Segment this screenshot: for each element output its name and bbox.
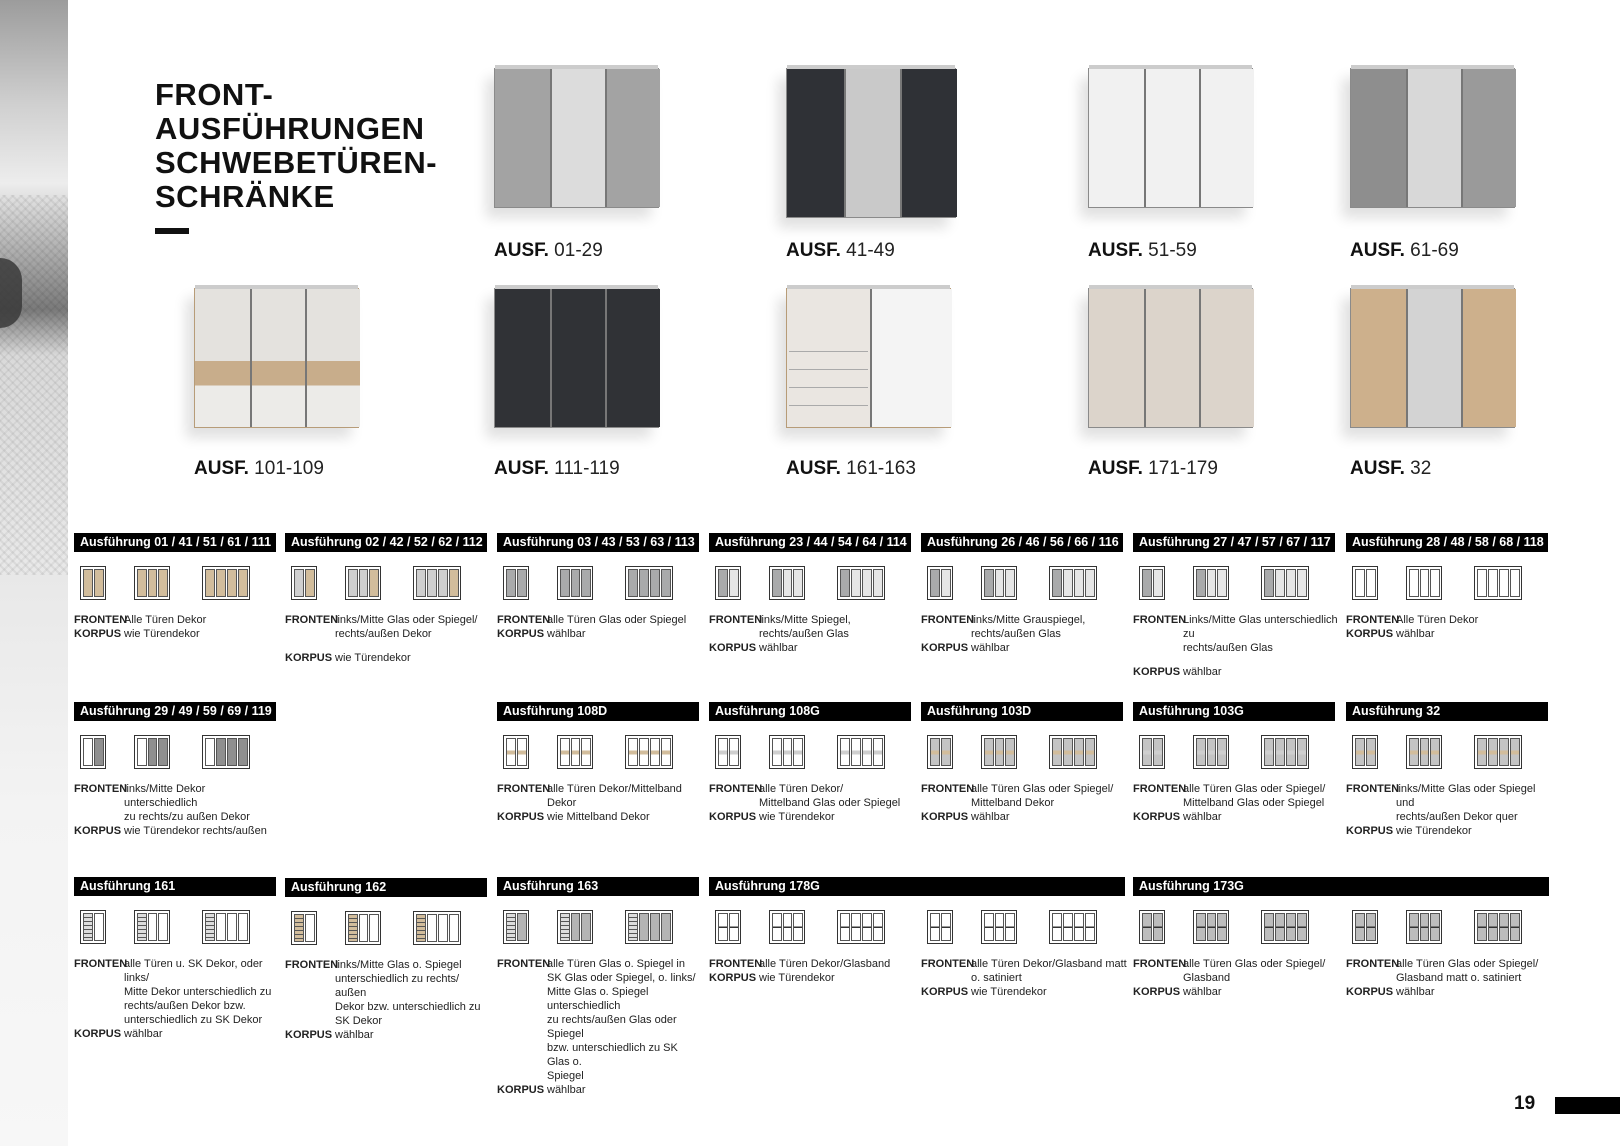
fronten-value: links/Mitte Grauspiegel, rechts/außen Glas (971, 614, 1086, 640)
fronten-label: FRONTEN (285, 959, 339, 971)
wardrobe-icon (1261, 910, 1309, 944)
fronten-value: alle Türen u. SK Dekor, oder links/ Mitte Dekor unterschiedlich zu rechts/außen Dekor bzw. unterschiedlich zu SK Dekor (124, 958, 272, 1026)
korpus-value: wie Türendekor (1396, 825, 1472, 837)
wardrobe-icon (1049, 735, 1097, 769)
variant-block (497, 877, 703, 1096)
wardrobe-icon (1261, 566, 1309, 600)
wardrobe-icon (769, 735, 805, 769)
variant-title: Ausführung 163 (497, 877, 699, 896)
page-heading (155, 78, 437, 214)
variant-title: Ausführung 162 (285, 878, 487, 897)
wardrobe-icon (625, 566, 673, 600)
wardrobe-icons (921, 735, 1121, 775)
fronten-label: FRONTEN (921, 614, 975, 626)
wardrobe-icon (503, 566, 529, 600)
wardrobe-icon (557, 910, 593, 944)
variant-block (921, 877, 1127, 1047)
korpus-label: KORPUS (285, 1029, 333, 1041)
label-range: 111-119 (548, 458, 620, 479)
korpus-value: wie Türendekor (759, 811, 835, 823)
heading-line: AUSFÜHRUNGEN (155, 111, 425, 146)
variant-description (1346, 782, 1552, 838)
product-label (786, 240, 895, 262)
korpus-value: wählbar (124, 1028, 163, 1040)
wardrobe-icon (1406, 566, 1442, 600)
label-range: 161-163 (840, 458, 916, 479)
wardrobe-icon (1193, 566, 1229, 600)
wardrobe-icons (709, 735, 909, 775)
wardrobe-icon (413, 566, 461, 600)
fronten-value: Links/Mitte Glas unterschiedlich zu rechts/außen Glas (1183, 614, 1338, 654)
variant-block (1346, 533, 1552, 703)
label-prefix: AUSF. (1350, 458, 1405, 479)
variant-block (74, 533, 280, 703)
wardrobe-icon (927, 910, 953, 944)
variant-block (921, 702, 1127, 872)
wardrobe-icon (134, 566, 170, 600)
wardrobe-icons (1133, 910, 1333, 950)
fronten-label: FRONTEN (921, 958, 975, 970)
variant-title: Ausführung 178G (709, 877, 1125, 896)
variant-title: Ausführung 103G (1133, 702, 1335, 721)
fronten-label: FRONTEN (921, 783, 975, 795)
wardrobe-icons (921, 910, 1121, 950)
wardrobe-icon (345, 566, 381, 600)
wardrobe-icon (1474, 910, 1522, 944)
wardrobe-photo (786, 288, 951, 428)
korpus-value: wählbar (1183, 666, 1222, 678)
wardrobe-icons (74, 735, 274, 775)
variant-title: Ausführung 26 / 46 / 56 / 66 / 116 (921, 533, 1123, 552)
wardrobe-icon (769, 566, 805, 600)
product-label (194, 458, 324, 480)
wardrobe-icon (981, 735, 1017, 769)
heading-line: SCHWEBETÜREN- (155, 145, 438, 180)
heading-underline (155, 228, 189, 234)
variant-description (921, 782, 1127, 824)
korpus-value: wie Türendekor (971, 986, 1047, 998)
variant-block (285, 533, 491, 703)
variant-description (285, 958, 491, 1042)
korpus-value: wie Mittelband Dekor (547, 811, 650, 823)
variant-block (1346, 702, 1552, 872)
wardrobe-icon (1049, 566, 1097, 600)
korpus-value: wählbar (759, 642, 798, 654)
page-number-bar (1555, 1097, 1620, 1114)
label-prefix: AUSF. (494, 240, 549, 261)
fronten-value: alle Türen Glas oder Spiegel/ Mittelband Glas oder Spiegel (1183, 783, 1326, 809)
variant-block (709, 877, 915, 1047)
variant-block (1133, 877, 1339, 1047)
korpus-value: wählbar (971, 642, 1010, 654)
variant-description (1133, 957, 1339, 999)
label-range: 32 (1404, 458, 1432, 479)
label-range: 101-109 (248, 458, 324, 479)
wardrobe-icon (202, 735, 250, 769)
label-prefix: AUSF. (194, 458, 249, 479)
wardrobe-icon (1406, 910, 1442, 944)
variant-description (1133, 782, 1339, 824)
fronten-label: FRONTEN (1346, 958, 1400, 970)
label-prefix: AUSF. (494, 458, 549, 479)
variant-description (1346, 957, 1552, 999)
wardrobe-icon (1474, 735, 1522, 769)
korpus-label: KORPUS (921, 986, 969, 998)
wardrobe-icon (134, 735, 170, 769)
wardrobe-icon (1139, 566, 1165, 600)
variant-description (497, 613, 703, 641)
fronten-value: links/Mitte Glas oder Spiegel/ rechts/außen Dekor (335, 614, 478, 640)
korpus-label: KORPUS (1346, 628, 1394, 640)
fronten-label: FRONTEN (1133, 614, 1187, 626)
wardrobe-icons (497, 910, 697, 950)
korpus-value: wählbar (1183, 986, 1222, 998)
korpus-label: KORPUS (1133, 811, 1181, 823)
wardrobe-icon (1352, 566, 1378, 600)
korpus-label: KORPUS (74, 1028, 122, 1040)
variant-title: Ausführung 108D (497, 702, 699, 721)
variant-description (74, 782, 280, 838)
variant-block (1133, 702, 1339, 872)
heading-line: SCHRÄNKE (155, 179, 335, 214)
wardrobe-icon (1406, 735, 1442, 769)
wardrobe-icon (715, 566, 741, 600)
korpus-value: wählbar (971, 811, 1010, 823)
product-label (1088, 240, 1197, 262)
wardrobe-icon (769, 910, 805, 944)
wardrobe-icon (291, 566, 317, 600)
product-label (786, 458, 916, 480)
fronten-label: FRONTEN (497, 958, 551, 970)
wardrobe-photo (194, 288, 359, 428)
wardrobe-icon (291, 911, 317, 945)
wardrobe-icon (625, 735, 673, 769)
wardrobe-icons (74, 566, 274, 606)
korpus-value: wie Türendekor (124, 628, 200, 640)
fronten-label: FRONTEN (74, 614, 128, 626)
bedroom-photo-strip (0, 0, 68, 1146)
fronten-value: alle Türen Glas oder Spiegel (547, 614, 687, 626)
variant-block (1346, 877, 1552, 1047)
wardrobe-icon (715, 910, 741, 944)
variant-block (921, 533, 1127, 703)
variant-block (709, 702, 915, 872)
wardrobe-icon (981, 910, 1017, 944)
fronten-value: alle Türen Dekor/Mittelband Dekor (547, 783, 682, 809)
korpus-label: KORPUS (709, 642, 757, 654)
variant-description (709, 613, 915, 655)
wardrobe-photo (1088, 288, 1253, 428)
korpus-label: KORPUS (1346, 986, 1394, 998)
variant-block (285, 878, 491, 1048)
korpus-value: wählbar (547, 1084, 586, 1096)
variant-block (74, 877, 280, 1047)
wardrobe-icon (1049, 910, 1097, 944)
wardrobe-icon (1193, 910, 1229, 944)
wardrobe-photo (494, 288, 659, 428)
wardrobe-icons (1133, 735, 1333, 775)
label-range: 171-179 (1142, 458, 1218, 479)
variant-title: Ausführung 173G (1133, 877, 1549, 896)
variant-title: Ausführung 32 (1346, 702, 1548, 721)
wardrobe-icon (625, 910, 673, 944)
label-prefix: AUSF. (786, 240, 841, 261)
fronten-label: FRONTEN (74, 958, 128, 970)
wardrobe-icons (285, 566, 485, 606)
wardrobe-icon (413, 911, 461, 945)
label-range: 51-59 (1142, 240, 1197, 261)
korpus-label: KORPUS (497, 811, 545, 823)
fronten-value: alle Türen Glas o. Spiegel in SK Glas oder Spiegel, o. links/ Mitte Glas o. Spiegel unterschiedlich zu rechts/außen Glas oder Spiegel bzw. unterschiedlich zu SK Glas o. Spiegel (547, 958, 696, 1082)
korpus-label: KORPUS (1346, 825, 1394, 837)
korpus-label: KORPUS (709, 972, 757, 984)
korpus-label: KORPUS (709, 811, 757, 823)
korpus-value: wählbar (335, 1029, 374, 1041)
korpus-label: KORPUS (497, 628, 545, 640)
korpus-label: KORPUS (921, 642, 969, 654)
wardrobe-photo (1350, 288, 1515, 428)
wardrobe-icon (837, 910, 885, 944)
label-range: 01-29 (548, 240, 603, 261)
wardrobe-icon (557, 566, 593, 600)
label-prefix: AUSF. (1088, 458, 1143, 479)
variant-block (74, 702, 280, 872)
variant-description (921, 613, 1127, 655)
wardrobe-icons (1346, 735, 1546, 775)
fronten-label: FRONTEN (497, 614, 551, 626)
variant-title: Ausführung 02 / 42 / 52 / 62 / 112 (285, 533, 487, 552)
variant-title: Ausführung 03 / 43 / 53 / 63 / 113 (497, 533, 699, 552)
fronten-label: FRONTEN (1346, 614, 1400, 626)
variant-description (74, 957, 280, 1041)
korpus-label: KORPUS (1133, 986, 1181, 998)
wardrobe-icon (134, 910, 170, 944)
fronten-value: alle Türen Dekor/Glasband matt o. satiniert (971, 958, 1127, 984)
fronten-label: FRONTEN (1133, 783, 1187, 795)
wardrobe-icon (202, 910, 250, 944)
korpus-value: wählbar (547, 628, 586, 640)
fronten-value: alle Türen Glas oder Spiegel/ Mittelband Dekor (971, 783, 1114, 809)
wardrobe-icons (1346, 566, 1546, 606)
fronten-label: FRONTEN (74, 783, 128, 795)
label-range: 61-69 (1404, 240, 1459, 261)
wardrobe-icons (497, 735, 697, 775)
variant-description (1133, 613, 1339, 679)
variant-block (497, 533, 703, 703)
variant-description (709, 782, 915, 824)
wardrobe-icon (1352, 910, 1378, 944)
fronten-label: FRONTEN (1346, 783, 1400, 795)
variant-block (497, 702, 703, 872)
variant-block (709, 533, 915, 703)
heading-line: FRONT- (155, 77, 274, 112)
wardrobe-icon (1139, 910, 1165, 944)
wardrobe-icon (981, 566, 1017, 600)
wardrobe-photo (1088, 68, 1253, 208)
wardrobe-photo (786, 68, 956, 218)
korpus-label: KORPUS (74, 628, 122, 640)
wardrobe-icon (715, 735, 741, 769)
wardrobe-icon (202, 566, 250, 600)
fronten-label: FRONTEN (1133, 958, 1187, 970)
variant-title: Ausführung 27 / 47 / 57 / 67 / 117 (1133, 533, 1335, 552)
wardrobe-icons (1133, 566, 1333, 606)
variant-description (74, 613, 280, 641)
fronten-label: FRONTEN (709, 958, 763, 970)
wardrobe-icon (1139, 735, 1165, 769)
wardrobe-icon (837, 566, 885, 600)
product-label (1350, 458, 1431, 480)
label-prefix: AUSF. (1350, 240, 1405, 261)
variant-title: Ausführung 01 / 41 / 51 / 61 / 111 (74, 533, 276, 552)
wardrobe-icon (1474, 566, 1522, 600)
fronten-label: FRONTEN (285, 614, 339, 626)
fronten-value: links/Mitte Glas oder Spiegel und rechts/außen Dekor quer (1396, 783, 1536, 823)
wardrobe-icons (1346, 910, 1546, 950)
variant-title: Ausführung 161 (74, 877, 276, 896)
fronten-value: alle Türen Dekor/Glasband (759, 958, 891, 970)
wardrobe-icon (927, 566, 953, 600)
fronten-value: alle Türen Dekor/ Mittelband Glas oder Spiegel (759, 783, 901, 809)
wardrobe-icon (80, 735, 106, 769)
wardrobe-photo (1350, 68, 1515, 208)
variant-block (1133, 533, 1339, 703)
wardrobe-icons (497, 566, 697, 606)
korpus-value: wählbar (1396, 628, 1435, 640)
wardrobe-photo (494, 68, 659, 208)
wardrobe-icon (927, 735, 953, 769)
variant-title: Ausführung 28 / 48 / 58 / 68 / 118 (1346, 533, 1548, 552)
variant-description (709, 957, 915, 985)
fronten-value: Alle Türen Dekor (1396, 614, 1479, 626)
variant-title: Ausführung 23 / 44 / 54 / 64 / 114 (709, 533, 911, 552)
product-label (1088, 458, 1218, 480)
label-prefix: AUSF. (786, 458, 841, 479)
wardrobe-icon (345, 911, 381, 945)
label-range: 41-49 (840, 240, 895, 261)
page-number: 19 (1514, 1093, 1536, 1114)
korpus-label: KORPUS (74, 825, 122, 837)
product-label (1350, 240, 1459, 262)
fronten-label: FRONTEN (497, 783, 551, 795)
wardrobe-icons (74, 910, 274, 950)
korpus-value: wie Türendekor (335, 652, 411, 664)
wardrobe-icons (709, 910, 909, 950)
wardrobe-icons (921, 566, 1121, 606)
fronten-value: alle Türen Glas oder Spiegel/ Glasband (1183, 958, 1326, 984)
wardrobe-icon (1261, 735, 1309, 769)
variant-title: Ausführung 108G (709, 702, 911, 721)
wardrobe-icon (503, 735, 529, 769)
korpus-label: KORPUS (497, 1084, 545, 1096)
wardrobe-icons (709, 566, 909, 606)
fronten-value: links/Mitte Dekor unterschiedlich zu rechts/zu außen Dekor (124, 783, 250, 823)
wardrobe-icon (80, 910, 106, 944)
korpus-value: wie Türendekor (759, 972, 835, 984)
wardrobe-icon (503, 910, 529, 944)
korpus-label: KORPUS (285, 652, 333, 664)
label-prefix: AUSF. (1088, 240, 1143, 261)
wardrobe-icon (1352, 735, 1378, 769)
product-label (494, 458, 620, 480)
variant-description (1346, 613, 1552, 641)
fronten-value: alle Türen Glas oder Spiegel/ Glasband matt o. satiniert (1396, 958, 1539, 984)
product-label (494, 240, 603, 262)
korpus-value: wählbar (1183, 811, 1222, 823)
variant-title: Ausführung 103D (921, 702, 1123, 721)
wardrobe-icon (837, 735, 885, 769)
wardrobe-icon (1193, 735, 1229, 769)
korpus-value: wählbar (1396, 986, 1435, 998)
korpus-label: KORPUS (921, 811, 969, 823)
wardrobe-icon (80, 566, 106, 600)
variant-description (497, 957, 703, 1097)
wardrobe-icon (557, 735, 593, 769)
fronten-value: links/Mitte Glas o. Spiegel unterschiedlich zu rechts/ außen Dekor bzw. unterschiedlich zu SK Dekor (335, 959, 481, 1027)
variant-description (921, 957, 1127, 999)
fronten-value: links/Mitte Spiegel, rechts/außen Glas (759, 614, 851, 640)
variant-title: Ausführung 29 / 49 / 59 / 69 / 119 (74, 702, 276, 721)
fronten-label: FRONTEN (709, 783, 763, 795)
korpus-label: KORPUS (1133, 666, 1181, 678)
fronten-label: FRONTEN (709, 614, 763, 626)
fronten-value: Alle Türen Dekor (124, 614, 207, 626)
korpus-value: wie Türendekor rechts/außen (124, 825, 267, 837)
variant-description (285, 613, 491, 665)
variant-description (497, 782, 703, 824)
wardrobe-icons (285, 911, 485, 951)
